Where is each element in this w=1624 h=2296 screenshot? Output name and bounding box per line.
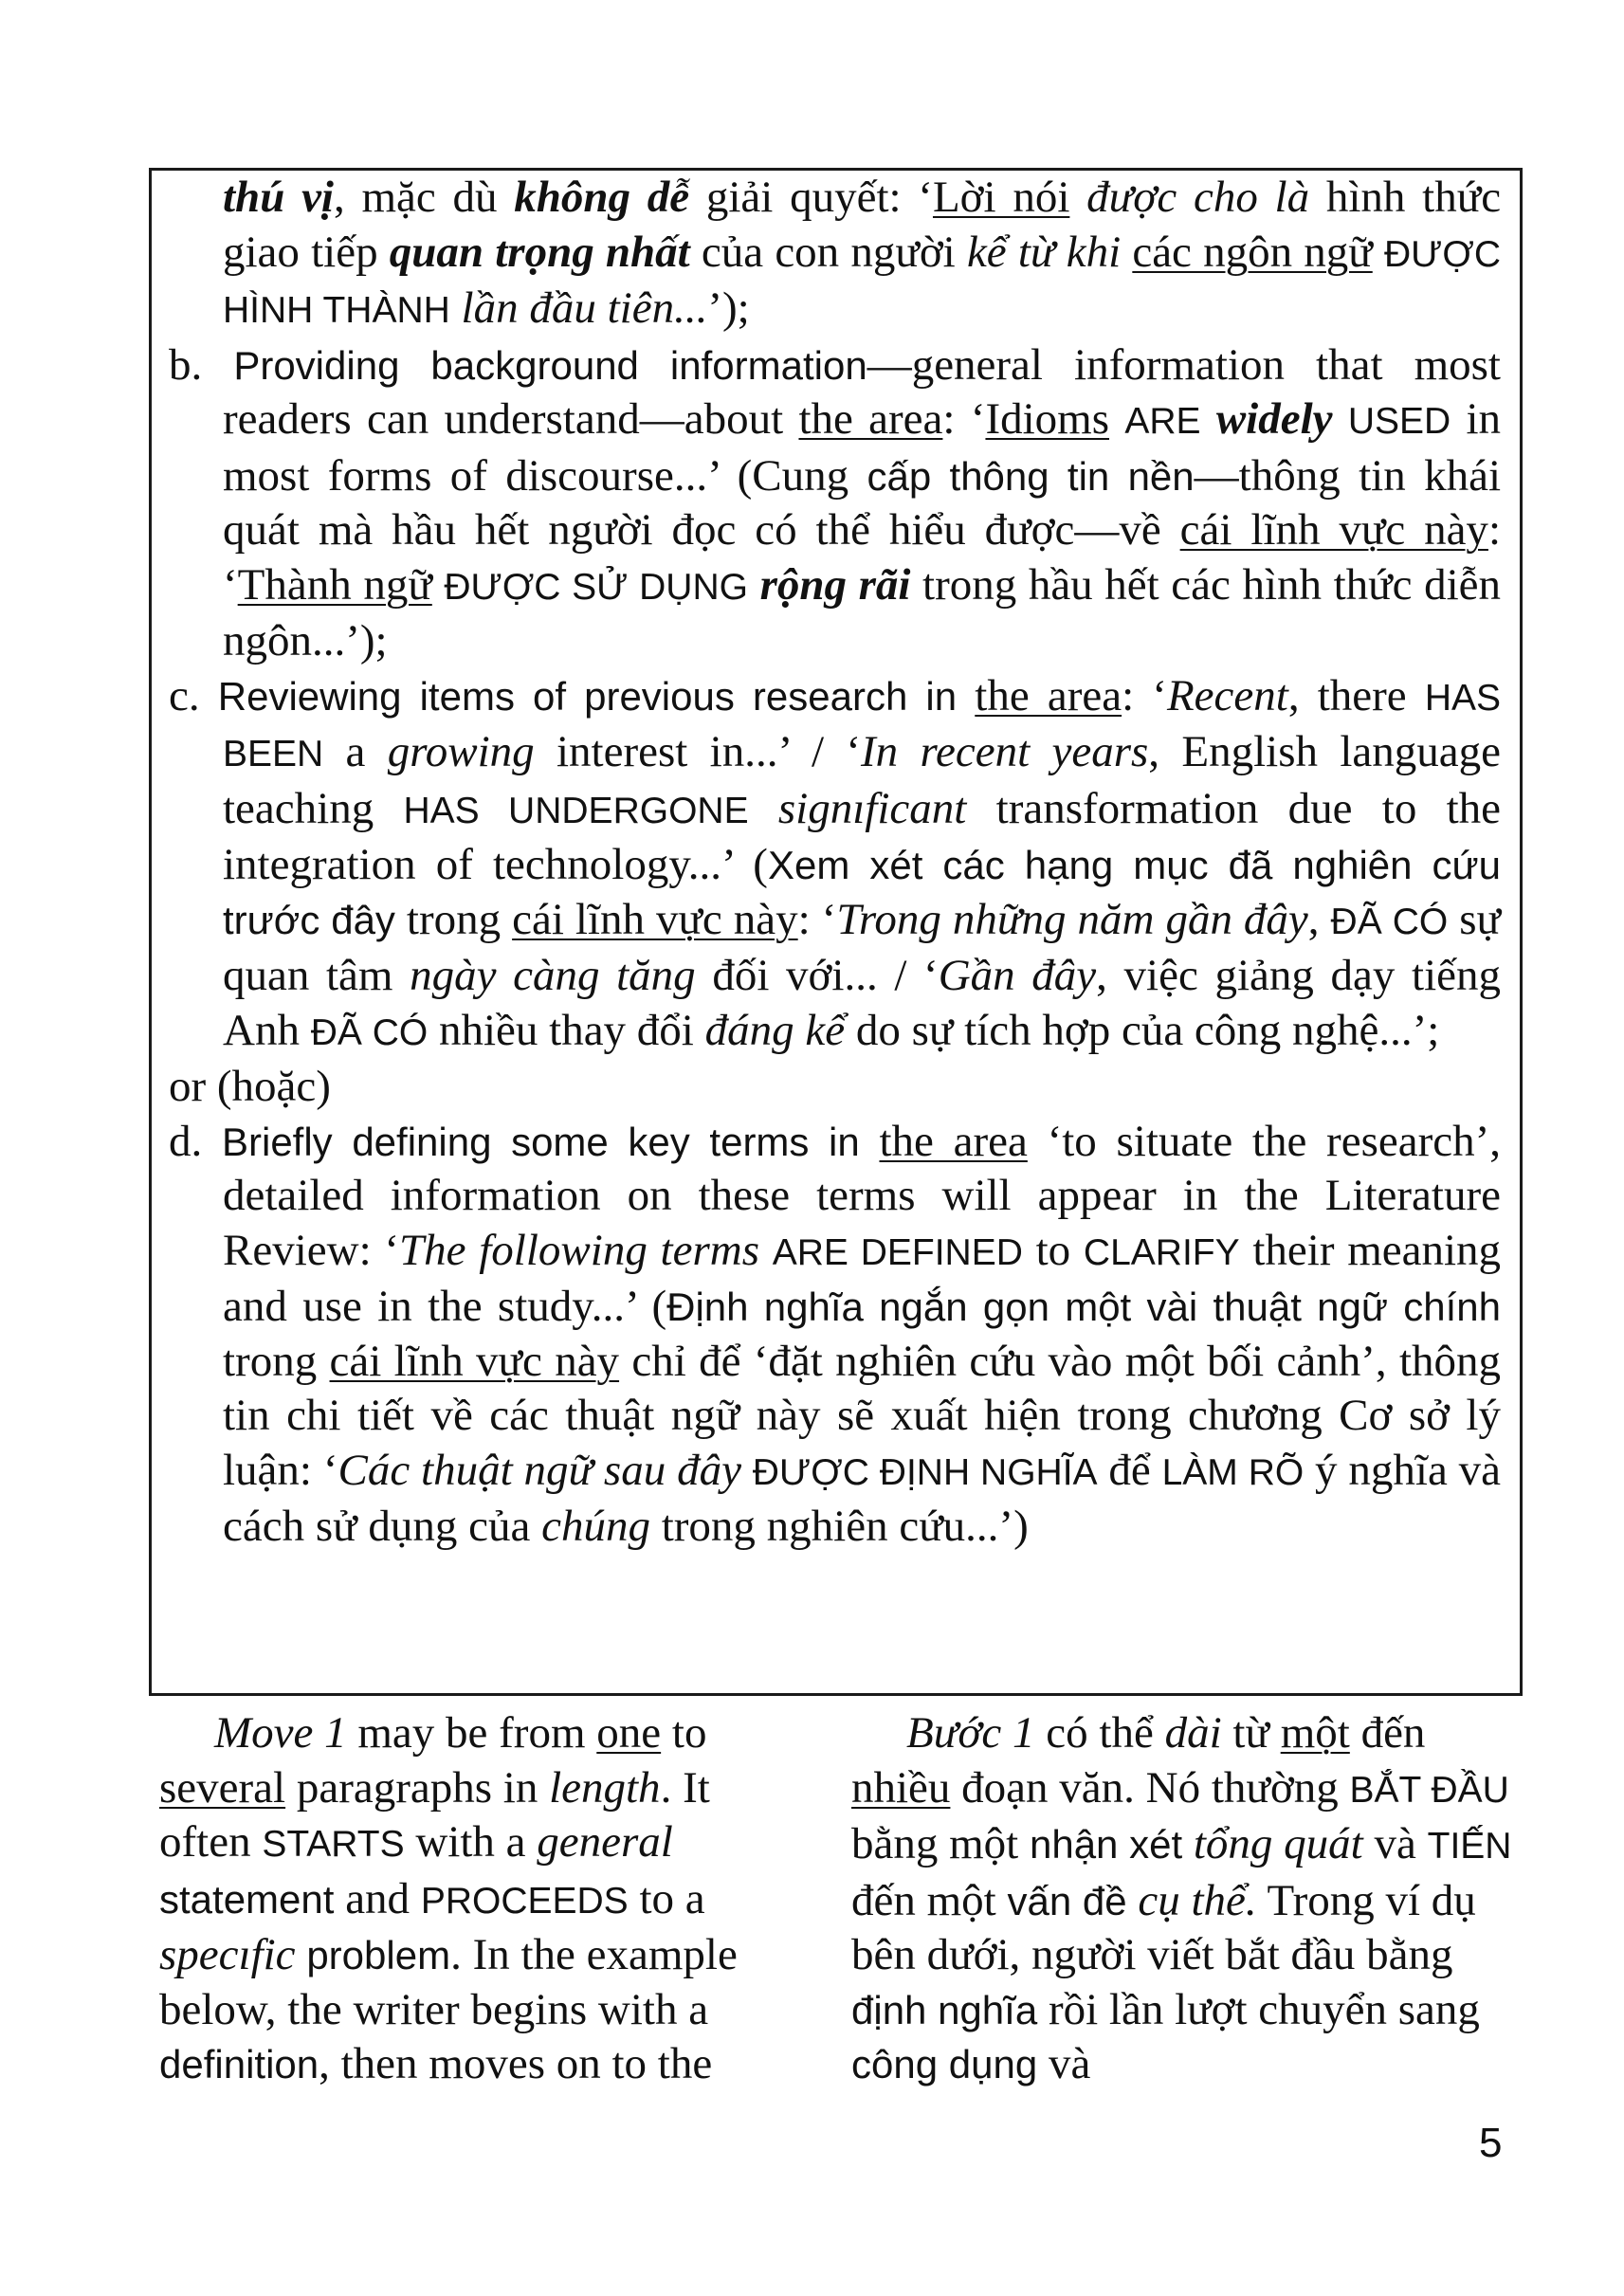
text: trong hầu hết các hình thức diễn ngôn...’); — [223, 559, 1502, 665]
text: nhận xét — [1029, 1822, 1183, 1867]
text — [748, 560, 760, 610]
text — [1373, 228, 1384, 277]
text: the area — [879, 1116, 1028, 1166]
text: một — [1280, 1708, 1350, 1758]
text: length — [549, 1762, 661, 1813]
text: the area — [975, 670, 1122, 720]
text: . It often — [159, 1762, 710, 1867]
text: rồi lần lượt chuyển sang — [1037, 1984, 1480, 2034]
text: nhiều thay đổi — [428, 1005, 705, 1055]
text: statement — [159, 1876, 335, 1922]
text — [432, 560, 445, 610]
text: cụ thể. — [1138, 1875, 1257, 1925]
text: to — [1022, 1225, 1084, 1275]
text: interest in...’ / ‘ — [534, 727, 861, 776]
text: : ‘ — [797, 894, 837, 944]
text: định nghĩa — [851, 1987, 1038, 2032]
page-number: 5 — [1479, 2120, 1503, 2166]
text: không dễ — [514, 173, 690, 222]
text — [759, 1226, 773, 1275]
text: đến — [1349, 1708, 1426, 1758]
text: CLARIFY — [1083, 1231, 1240, 1273]
text: , English language teaching — [223, 727, 1501, 833]
text: cái lĩnh vực này — [1179, 505, 1488, 555]
text: paragraphs in — [285, 1762, 550, 1813]
text — [1069, 173, 1086, 222]
text: and — [334, 1873, 421, 1923]
text: to — [661, 1708, 707, 1758]
text: và — [1037, 2039, 1091, 2088]
text: Recent — [1166, 670, 1288, 720]
text: ‘to situate the research’, detailed information on these terms will appear in the Literature Review: ‘ — [223, 1116, 1501, 1275]
text: Thành ngữ — [237, 559, 432, 610]
text: do sự tích hợp của công nghệ...’; — [845, 1005, 1440, 1055]
list-item-c — [169, 669, 1501, 1061]
text: hình thức giao tiếp — [223, 173, 1502, 277]
text: tổng quát — [1193, 1819, 1363, 1868]
text — [749, 784, 778, 833]
text: BẮT ĐẦU — [1349, 1769, 1509, 1811]
text — [741, 1446, 753, 1495]
vietnamese-paragraph — [851, 1706, 1526, 2092]
text: cái lĩnh vực này — [329, 1336, 620, 1386]
text: chỉ để ‘đặt nghiên cứu vào một bối cảnh’, thông tin chi tiết về các thuật ngữ này sẽ xuất hiện trong chương Cơ sở lý luận: ‘ — [223, 1336, 1501, 1495]
list-marker: b. — [169, 339, 234, 390]
text: cấp thông tin nền — [867, 453, 1195, 499]
text: STARTS — [262, 1824, 405, 1865]
text: giải quyết: ‘ — [689, 173, 933, 222]
text: , — [1307, 894, 1331, 944]
text: Trong ví dụ bên dưới, người viết bắt đầu bằng — [851, 1875, 1476, 1979]
text: được cho là — [1086, 173, 1310, 222]
text: with a — [404, 1817, 538, 1867]
text: signıficant — [777, 783, 967, 833]
text: sự quan tâm — [223, 894, 1502, 1000]
text: growing — [387, 727, 535, 776]
text: Định nghĩa ngắn gọn một vài thuật ngữ chính — [666, 1285, 1501, 1329]
text: đoạn văn. Nó thường — [950, 1762, 1350, 1813]
text: HAS UNDERGONE — [403, 790, 749, 831]
text: nhiều — [851, 1762, 951, 1813]
text — [1127, 1876, 1139, 1925]
text: ARE DEFINED — [772, 1231, 1023, 1273]
text: ARE — [1124, 401, 1201, 442]
intro-continuation — [169, 171, 1501, 338]
text: Idioms — [985, 394, 1109, 444]
text: bằng một — [851, 1819, 1030, 1868]
text: . In the example below, the writer begins with a — [159, 1930, 738, 2034]
text: Các thuật ngữ sau đây — [338, 1445, 741, 1495]
text: Bước 1 — [906, 1708, 1035, 1758]
text: : ‘ — [223, 505, 1501, 610]
text: ý nghĩa và cách sử dụng của — [223, 1445, 1502, 1551]
text — [450, 283, 462, 333]
text: HAS BEEN — [223, 677, 1502, 774]
text: trong nghiên cứu...’) — [649, 1502, 1029, 1551]
text: problem — [306, 1933, 451, 1977]
text: ĐÃ CÓ — [310, 1011, 429, 1053]
text: Providing background information — [233, 342, 867, 388]
text: có thể — [1034, 1708, 1165, 1758]
text: Reviewing items of previous research in — [217, 673, 958, 719]
text: Trong những năm gần đây — [836, 894, 1308, 944]
text: : ‘ — [1122, 670, 1167, 720]
text: đến một — [851, 1875, 1008, 1925]
text: Lời nói — [932, 173, 1070, 222]
text: TIẾN — [1427, 1826, 1512, 1867]
text: Briefly defining some key terms in — [221, 1119, 860, 1164]
text: trong — [223, 1336, 330, 1386]
text: thú vị — [223, 173, 334, 222]
text: dài — [1164, 1708, 1222, 1758]
text: definition — [159, 2042, 319, 2086]
text: one — [596, 1708, 662, 1758]
text — [1109, 394, 1124, 444]
text: rộng rãi — [759, 559, 911, 610]
text: Move 1 — [214, 1708, 347, 1758]
text — [957, 671, 975, 720]
list-marker: d. — [169, 1116, 222, 1166]
text: Gần đây — [938, 951, 1097, 1000]
text: vấn đề — [1007, 1878, 1127, 1923]
or-line: or (hoặc) — [169, 1062, 331, 1111]
text: a — [323, 727, 388, 776]
text: several — [159, 1762, 286, 1813]
list-item-d — [169, 1115, 1501, 1555]
text: ĐƯỢC HÌNH THÀNH — [223, 233, 1502, 331]
text: to a — [628, 1873, 705, 1923]
bordered-text-box — [149, 168, 1523, 1696]
text: In recent years — [861, 727, 1149, 776]
text: Xem xét các hạng mục đã nghiên cứu trước đây — [223, 843, 1501, 942]
text: từ — [1221, 1708, 1281, 1758]
text: : ‘ — [942, 394, 986, 444]
list-marker: c. — [169, 670, 218, 720]
box-content — [169, 171, 1501, 1555]
text: chúng — [541, 1502, 650, 1551]
text: ’); — [707, 283, 750, 333]
text — [1121, 228, 1132, 277]
text: widely — [1215, 394, 1333, 444]
text: lần đầu tiên... — [461, 283, 708, 333]
text: may be from — [346, 1708, 597, 1758]
text: để — [1097, 1445, 1162, 1495]
text: , mặc dù — [334, 173, 515, 222]
text: các ngôn ngữ — [1132, 227, 1373, 277]
text: đối với... / ‘ — [695, 951, 939, 1000]
text: the area — [798, 394, 943, 444]
text: cái lĩnh vực này — [512, 894, 798, 944]
text: ĐÃ CÓ — [1330, 901, 1449, 942]
text — [296, 1930, 307, 1979]
text: general — [537, 1817, 673, 1867]
text: ngày càng tăng — [410, 951, 696, 1000]
text: , then moves on to the — [319, 2039, 713, 2088]
text: và — [1362, 1819, 1428, 1868]
text — [1333, 394, 1348, 444]
text: , there — [1287, 670, 1425, 720]
text: USED — [1347, 401, 1451, 442]
text: —thông tin khái quát mà hầu hết người đọc có thể hiểu được—về — [223, 450, 1501, 555]
text: trong — [394, 894, 513, 944]
text: quan trọng nhất — [389, 227, 690, 277]
text: ĐƯỢC ĐỊNH NGHĨA — [752, 1451, 1098, 1493]
text: của con người — [689, 227, 967, 277]
text: LÀM RÕ — [1161, 1451, 1305, 1493]
text — [1201, 394, 1216, 444]
text: transformation due to the integration of technology...’ ( — [223, 783, 1502, 889]
text: their meaning and use in the study...’ ( — [223, 1225, 1502, 1331]
english-paragraph — [159, 1706, 804, 2092]
list-item-b — [169, 338, 1501, 669]
text: PROCEEDS — [420, 1880, 629, 1922]
text — [1182, 1819, 1194, 1868]
text: ĐƯỢC SỬ DỤNG — [444, 566, 748, 608]
text: in most forms of discourse...’ (Cung — [223, 394, 1502, 501]
text: The following terms — [399, 1225, 759, 1275]
text: đáng kể — [704, 1005, 846, 1055]
text: specıfic — [159, 1930, 296, 1979]
text: kể từ khi — [966, 227, 1122, 277]
text — [860, 1117, 880, 1166]
text: công dụng — [851, 2042, 1038, 2086]
text: —general information that most readers can understand—about — [223, 339, 1501, 444]
text: , việc giảng dạy tiếng Anh — [223, 951, 1501, 1055]
